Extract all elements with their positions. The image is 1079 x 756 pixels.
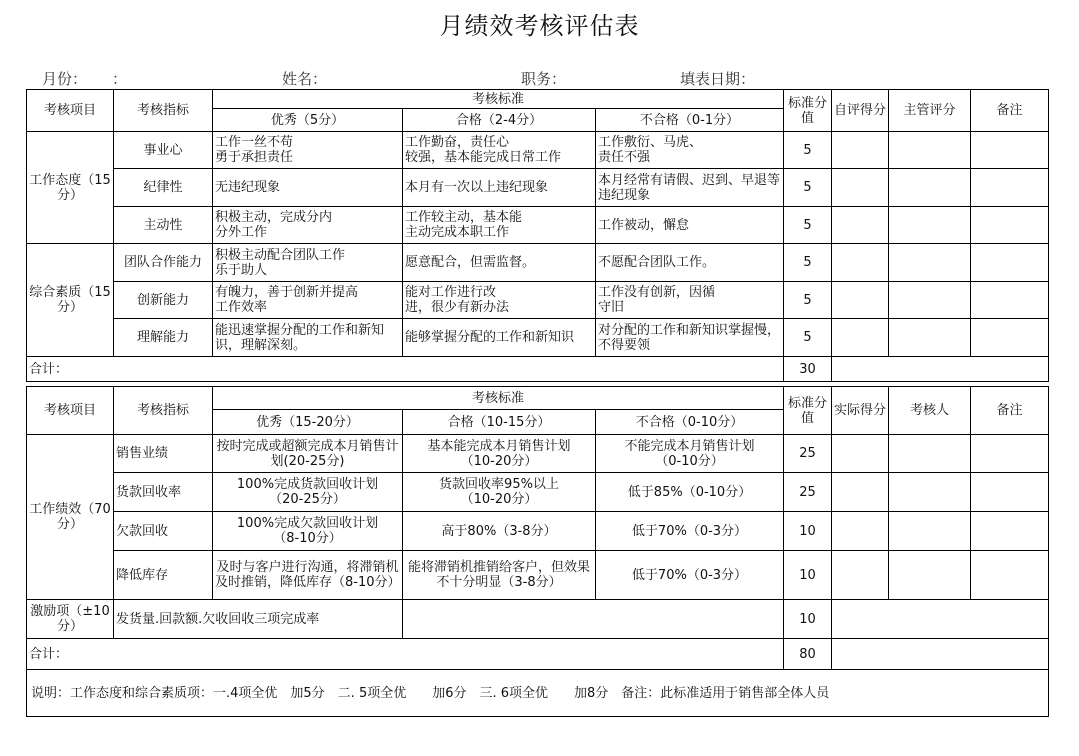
- note-cell[interactable]: [971, 473, 1049, 512]
- pass-criteria: 高于80%（3-8分）: [403, 512, 596, 551]
- col-pass-header: 合格（2-4分）: [403, 109, 596, 132]
- group-name: 工作态度（15分）: [27, 132, 114, 244]
- indicator: 纪律性: [114, 169, 213, 207]
- supervisor-score-cell[interactable]: [889, 132, 971, 169]
- excellent-criteria: 无违纪现象: [213, 169, 403, 207]
- note-cell[interactable]: [971, 207, 1049, 244]
- col-fail-header: 不合格（0-10分）: [596, 410, 784, 435]
- actual-score-cell[interactable]: [832, 512, 889, 551]
- bonus-row: [27, 600, 1049, 639]
- table-row: [27, 282, 1049, 319]
- pass-criteria: 能将滞销机推销给客户，但效果不十分明显（3-8分）: [403, 551, 596, 600]
- fail-criteria: 工作没有创新，因循 守旧: [596, 282, 784, 319]
- excellent-criteria: 及时与客户进行沟通，将滞销机及时推销，降低库存（8-10分）: [213, 551, 403, 600]
- bonus-fill-cell[interactable]: [832, 600, 1049, 639]
- self-score-cell[interactable]: [832, 319, 889, 357]
- indicator: 事业心: [114, 132, 213, 169]
- excellent-criteria: 积极主动配合团队工作 乐于助人: [213, 244, 403, 282]
- fail-criteria: 工作被动，懈怠: [596, 207, 784, 244]
- table-row: [27, 512, 1049, 551]
- month-label: 月份：: [42, 70, 88, 88]
- col-fail-header: 不合格（0-1分）: [596, 109, 784, 132]
- bonus-label: 激励项（±10分）: [27, 600, 114, 639]
- total-value: 30: [784, 357, 832, 382]
- std-score: 5: [784, 207, 832, 244]
- total-label: 合计：: [27, 639, 784, 670]
- col-actual-score-header: 实际得分: [832, 387, 889, 435]
- self-score-cell[interactable]: [832, 282, 889, 319]
- excellent-criteria: 按时完成或超额完成本月销售计划(20-25分): [213, 435, 403, 473]
- table-row: [27, 132, 1049, 169]
- pass-criteria: 能够掌握分配的工作和新知识: [403, 319, 596, 357]
- supervisor-score-cell[interactable]: [889, 169, 971, 207]
- std-score: 5: [784, 169, 832, 207]
- footer-row: [27, 670, 1049, 717]
- col-note-header: 备注: [971, 90, 1049, 132]
- bonus-blank: [403, 600, 784, 639]
- note-cell[interactable]: [971, 319, 1049, 357]
- fill-date-label: 填表日期：: [680, 70, 756, 88]
- excellent-criteria: 能迅速掌握分配的工作和新知识，理解深刻。: [213, 319, 403, 357]
- fail-criteria: 工作敷衍、马虎、 责任不强: [596, 132, 784, 169]
- col-std-score-header: 标准分值: [784, 387, 832, 435]
- pass-criteria: 本月有一次以上违纪现象: [403, 169, 596, 207]
- actual-score-cell[interactable]: [832, 551, 889, 600]
- table-row: [27, 435, 1049, 473]
- pass-criteria: 工作勤奋，责任心 较强，基本能完成日常工作: [403, 132, 596, 169]
- assessor-cell[interactable]: [889, 512, 971, 551]
- assessor-cell[interactable]: [889, 551, 971, 600]
- col-item-header: 考核项目: [27, 90, 114, 132]
- col-note-header: 备注: [971, 387, 1049, 435]
- assessor-cell[interactable]: [889, 473, 971, 512]
- fail-criteria: 对分配的工作和新知识掌握慢，不得要领: [596, 319, 784, 357]
- fail-criteria: 不愿配合团队工作。: [596, 244, 784, 282]
- note-cell[interactable]: [971, 512, 1049, 551]
- self-score-cell[interactable]: [832, 132, 889, 169]
- std-score: 25: [784, 473, 832, 512]
- table-row: [27, 551, 1049, 600]
- note-cell[interactable]: [971, 551, 1049, 600]
- note-cell[interactable]: [971, 132, 1049, 169]
- table-row: [27, 244, 1049, 282]
- indicator: 货款回收率: [114, 473, 213, 512]
- std-score: 5: [784, 244, 832, 282]
- actual-score-cell[interactable]: [832, 473, 889, 512]
- pass-criteria: 愿意配合，但需监督。: [403, 244, 596, 282]
- pass-criteria: 工作较主动，基本能 主动完成本职工作: [403, 207, 596, 244]
- self-score-cell[interactable]: [832, 169, 889, 207]
- fail-criteria: 不能完成本月销售计划 （0-10分）: [596, 435, 784, 473]
- note-cell[interactable]: [971, 435, 1049, 473]
- indicator: 主动性: [114, 207, 213, 244]
- supervisor-score-cell[interactable]: [889, 282, 971, 319]
- table-row: [27, 473, 1049, 512]
- pass-criteria: 基本能完成本月销售计划 （10-20分）: [403, 435, 596, 473]
- excellent-criteria: 工作一丝不苟 勇于承担责任: [213, 132, 403, 169]
- col-standard-header: 考核标准: [213, 90, 784, 109]
- supervisor-score-cell[interactable]: [889, 319, 971, 357]
- indicator: 降低库存: [114, 551, 213, 600]
- supervisor-score-cell[interactable]: [889, 244, 971, 282]
- col-item-header: 考核项目: [27, 387, 114, 435]
- bonus-score: 10: [784, 600, 832, 639]
- total-blank: [832, 357, 1049, 382]
- note-cell[interactable]: [971, 169, 1049, 207]
- total-row: [27, 357, 1049, 382]
- indicator: 团队合作能力: [114, 244, 213, 282]
- col-standard-header: 考核标准: [213, 387, 784, 410]
- fail-criteria: 低于85%（0-10分）: [596, 473, 784, 512]
- group-name: 工作绩效（70分）: [27, 435, 114, 600]
- std-score: 10: [784, 551, 832, 600]
- indicator: 欠款回收: [114, 512, 213, 551]
- indicator: 销售业绩: [114, 435, 213, 473]
- col-pass-header: 合格（10-15分）: [403, 410, 596, 435]
- std-score: 10: [784, 512, 832, 551]
- supervisor-score-cell[interactable]: [889, 207, 971, 244]
- performance-table: [26, 386, 1049, 717]
- total-blank: [832, 639, 1049, 670]
- pass-criteria: 能对工作进行改 进，很少有新办法: [403, 282, 596, 319]
- month-separator: ：: [112, 70, 128, 88]
- std-score: 5: [784, 132, 832, 169]
- total-label: 合计：: [27, 357, 784, 382]
- col-indicator-header: 考核指标: [114, 90, 213, 132]
- std-score: 5: [784, 282, 832, 319]
- page-title: 月绩效考核评估表: [439, 12, 640, 40]
- footer-note: 说明：工作态度和综合素质项：一.4项全优 加5分 二. 5项全优 加6分 三. 6项全优 加8分 备注：此标准适用于销售部全体人员: [27, 670, 1049, 717]
- bonus-text: 发货量.回款额.欠收回收三项完成率: [114, 600, 403, 639]
- table-row: [27, 169, 1049, 207]
- std-score: 25: [784, 435, 832, 473]
- excellent-criteria: 100%完成货款回收计划 （20-25分）: [213, 473, 403, 512]
- indicator: 理解能力: [114, 319, 213, 357]
- note-cell[interactable]: [971, 244, 1049, 282]
- indicator: 创新能力: [114, 282, 213, 319]
- total-row: [27, 639, 1049, 670]
- fail-criteria: 本月经常有请假、迟到、早退等违纪现象: [596, 169, 784, 207]
- table-row: [27, 319, 1049, 357]
- group-name: 综合素质（15分）: [27, 244, 114, 357]
- fail-criteria: 低于70%（0-3分）: [596, 512, 784, 551]
- self-score-cell[interactable]: [832, 244, 889, 282]
- col-supervisor-header: 主管评分: [889, 90, 971, 132]
- col-std-score-header: 标准分值: [784, 90, 832, 132]
- col-self-score-header: 自评得分: [832, 90, 889, 132]
- fail-criteria: 低于70%（0-3分）: [596, 551, 784, 600]
- pass-criteria: 货款回收率95%以上 （10-20分）: [403, 473, 596, 512]
- col-indicator-header: 考核指标: [114, 387, 213, 435]
- excellent-criteria: 积极主动，完成分内 分外工作: [213, 207, 403, 244]
- name-label: 姓名：: [282, 70, 328, 88]
- col-assessor-header: 考核人: [889, 387, 971, 435]
- col-excellent-header: 优秀（15-20分）: [213, 410, 403, 435]
- actual-score-cell[interactable]: [832, 435, 889, 473]
- total-value: 80: [784, 639, 832, 670]
- col-excellent-header: 优秀（5分）: [213, 109, 403, 132]
- excellent-criteria: 有魄力，善于创新并提高 工作效率: [213, 282, 403, 319]
- assessor-cell[interactable]: [889, 435, 971, 473]
- table-row: [27, 207, 1049, 244]
- position-label: 职务：: [521, 70, 567, 88]
- std-score: 5: [784, 319, 832, 357]
- excellent-criteria: 100%完成欠款回收计划 （8-10分）: [213, 512, 403, 551]
- self-score-cell[interactable]: [832, 207, 889, 244]
- attitude-quality-table: [26, 89, 1049, 382]
- note-cell[interactable]: [971, 282, 1049, 319]
